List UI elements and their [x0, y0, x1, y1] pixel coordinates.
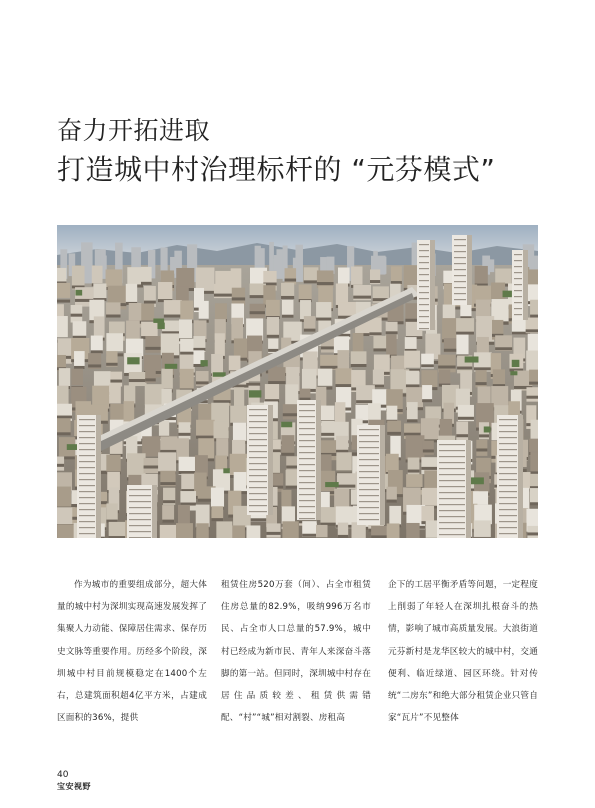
title-line-1: 奋力开拓进取 — [57, 116, 211, 145]
page-number: 40 — [57, 770, 69, 780]
magazine-logo: 宝安视野 — [57, 782, 91, 791]
body-column-3 — [388, 574, 538, 729]
body-column-1 — [57, 574, 207, 729]
body-column-2 — [221, 574, 371, 729]
aerial-city-photo — [57, 225, 538, 538]
body-text-3: 企下的工居平衡矛盾等问题，一定程度上削弱了年轻人在深圳扎根奋斗的热情，影响了城市高质量发展。大浪街道元芬新村是龙华区较大的城中村，交通便利、临近绿道、园区环绕。针对传统“二房东”和绝大部分租赁企业只管自家“瓦片”不见整体 — [388, 580, 539, 724]
article-title — [57, 114, 557, 190]
body-text-1: 作为城市的重要组成部分，超大体量的城中村为深圳实现高速发展发挥了集聚人力动能、保障居住需求、保存历史文脉等重要作用。历经多个阶段，深圳城中村目前规模稳定在1400个左右，总建筑面积超4亿平方米，占建成区面积的36%，提供 — [57, 580, 207, 724]
body-text-2: 租赁住房520万套（间）、占全市租赁住房总量的82.9%，吸纳996万名市民、占全市人口总量的57.9%，城中村已经成为新市民、青年人来深奋斗落脚的第一站。但同时，深圳城中村存在居住品质较差、租赁供需错配、“村”“城”相对割裂、房租高 — [221, 580, 371, 724]
title-line-2: 打造城中村治理标杆的 “元芬模式” — [57, 153, 496, 186]
